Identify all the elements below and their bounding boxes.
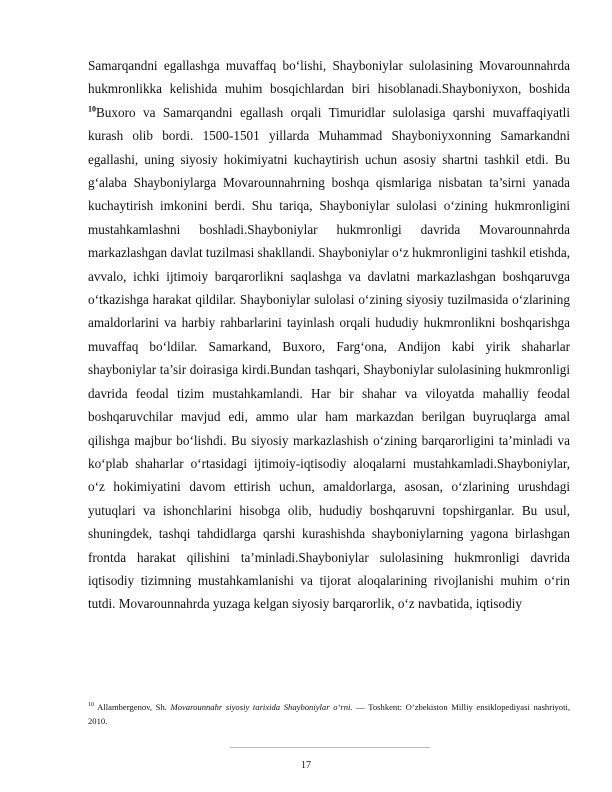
- body-paragraph: [88, 54, 570, 616]
- body-text-part2: Buxoro va Samarqandni egallash orqali Timuridlar sulolasiga qarshi muvaffaqiyatli kurash olib bordi. 1500-1501 yillarda Muhammad Shayboniyxonning Samarkandni egallashi, uning siyosiy hokimiyatni kuchaytirish uchun asosiy shartni tashkil etdi. Bu g‘alaba Shayboniylarga Movarounnahrning boshqa qismlariga nisbatan ta’sirni yanada kuchaytirish imkonini berdi. Shu tariqa, Shayboniylar sulolasi o‘zining hukmronligini mustahkamlashni boshladi.Shayboniylar hukmronligi davrida Movarounnahrda markazlashgan davlat tuzilmasi shakllandi. Shayboniylar o‘z hukmronligini tashkil etishda, avvalo, ichki ijtimoiy barqarorlikni saqlashga va davlatni markazlashgan boshqaruvga o‘tkazishga harakat qildilar. Shayboniylar sulolasi o‘zining siyosiy tuzilmasida o‘zlarining amaldorlarini va harbiy rahbarlarini tayinlash orqali hududiy hukmronlikni boshqarishga muvaffaq bo‘ldilar. Samarkand, Buxoro, Farg‘ona, Andijon kabi yirik shaharlar shayboniylar ta’sir doirasiga kirdi.Bundan tashqari, Shayboniylar sulolasining hukmronligi davrida feodal tizim mustahkamlandi. Har bir shahar va viloyatda mahalliy feodal boshqaruvchilar mavjud edi, ammo ular ham markazdan berilgan buyruqlarga amal qilishga majbur bo‘lishdi. Bu siyosiy markazlashish o‘zining barqarorligini ta’minladi va ko‘plab shaharlar o‘rtasidagi ijtimoiy-iqtisodiy aloqalarni mustahkamladi.Shayboniylar, o‘z hokimiyatini davom ettirish uchun, amaldorlarga, asosan, o‘zlarining urushdagi yutuqlari va ishonchlarini hisobga olib, hududiy boshqaruvni topshirganlar. Bu usul, shuningdek, tashqi tahdidlarga qarshi kurashishda shayboniylarning yagona birlashgan frontda harakat qilishini ta’minladi.Shayboniylar sulolasining hukmronligi davrida iqtisodiy tizimning mustahkamlanishi va tijorat aloqalarining rivojlanishi muhim o‘rin tutdi. Movarounnahrda yuzaga kelgan siyosiy barqarorlik, o‘z navbatida, iqtisodiy: [88, 104, 570, 612]
- footer-divider: [230, 747, 430, 748]
- footnote-reference[interactable]: 10: [88, 104, 96, 114]
- footnote-publisher: — Toshkent: O‘zbekiston Milliy ensiklopediyasi nashriyoti, 2010.: [88, 702, 570, 726]
- body-text-part1: Samarqandni egallashga muvaffaq bo‘lishi, Shayboniylar sulolasining Movarounnahrda hukmronlikka kelishida muhim bosqichlardan biri hisoblanadi.Shayboniyxon, boshida: [88, 58, 570, 97]
- footnote-title: Movarounnahr siyosiy tarixida Shayboniylar o‘rni.: [170, 702, 353, 712]
- footnote: [88, 700, 570, 728]
- footnote-author: Allambergenov, Sh.: [94, 702, 171, 712]
- page-number: 17: [301, 760, 311, 771]
- footnote-number: 10: [88, 702, 94, 709]
